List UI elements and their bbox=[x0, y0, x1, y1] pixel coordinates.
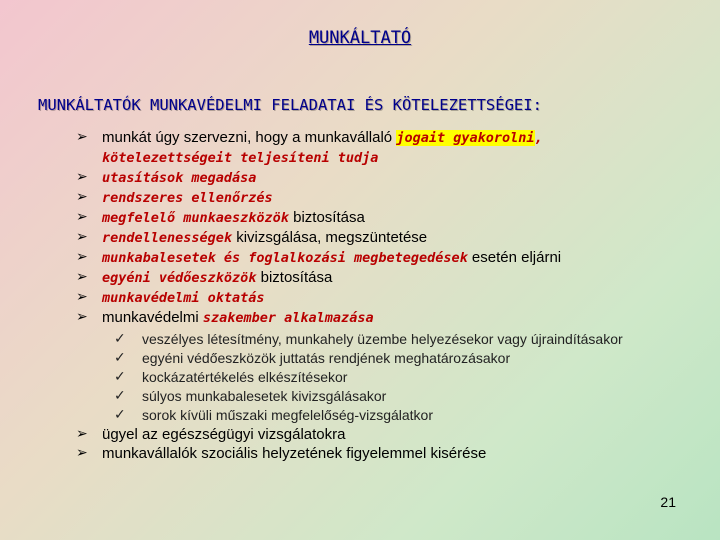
emphasis-text: rendszeres ellenőrzés bbox=[102, 190, 273, 206]
emphasis-text: kötelezettségeit teljesíteni tudja bbox=[102, 150, 379, 166]
checkmark-icon: ✓ bbox=[114, 407, 126, 423]
duties-list bbox=[76, 128, 686, 463]
list-item: ➢ megfelelő munkaeszközök biztosítása bbox=[76, 209, 365, 226]
arrow-bullet-icon: ➢ bbox=[76, 209, 88, 225]
list-item: ➢ munkát úgy szervezni, hogy a munkavállaló jogait gyakorolni, kötelezettségeit teljesíteni tudja bbox=[76, 129, 543, 166]
slide-subtitle: MUNKÁLTATÓK MUNKAVÉDELMI FELADATAI ÉS KÖTELEZETTSÉGEI: bbox=[38, 96, 542, 114]
list-item: ➢ egyéni védőeszközök biztosítása bbox=[76, 269, 333, 286]
checkmark-icon: ✓ bbox=[114, 350, 126, 366]
arrow-bullet-icon: ➢ bbox=[76, 189, 88, 205]
arrow-bullet-icon: ➢ bbox=[76, 445, 88, 461]
emphasis-text: egyéni védőeszközök bbox=[102, 270, 257, 286]
checkmark-icon: ✓ bbox=[114, 331, 126, 347]
list-item bbox=[76, 188, 686, 208]
arrow-bullet-icon: ➢ bbox=[76, 249, 88, 265]
list-item: ➢ munkavédelmi szakember alkalmazása ✓ veszélyes létesítmény, munkahely üzembe helyezésekor vagy újraindításakor ✓ egyéni védőeszközök juttatás rendjének meghatározásakor ✓ kockázatértékelés elkészítésekor ✓ súlyos munkabalesetek kivizsgálásakor ✓ sorok kívüli műszaki megfelelőség-vizsgálatkor bbox=[76, 308, 686, 425]
emphasis-text: jogait gyakorolni bbox=[396, 130, 535, 146]
emphasis-text: szakember alkalmazása bbox=[202, 310, 374, 326]
checkmark-icon: ✓ bbox=[114, 388, 126, 404]
sub-list-item: ✓ sorok kívüli műszaki megfelelőség-vizsgálatkor bbox=[114, 407, 433, 423]
specialist-cases-list bbox=[102, 330, 686, 425]
emphasis-text: rendellenességek bbox=[102, 230, 233, 246]
arrow-bullet-icon: ➢ bbox=[76, 269, 88, 285]
sub-list-item: ✓ egyéni védőeszközök juttatás rendjének meghatározásakor bbox=[114, 350, 511, 366]
sub-list-item: ✓ kockázatértékelés elkészítésekor bbox=[114, 369, 348, 385]
arrow-bullet-icon: ➢ bbox=[76, 169, 88, 185]
arrow-bullet-icon: ➢ bbox=[76, 129, 88, 145]
emphasis-text: utasítások megadása bbox=[102, 170, 257, 186]
list-item: ➢ rendellenességek kivizsgálása, megszüntetése bbox=[76, 229, 428, 246]
emphasis-text: munkabalesetek és foglalkozási megbetegedések bbox=[102, 250, 468, 266]
checkmark-icon: ✓ bbox=[114, 369, 126, 385]
list-item bbox=[76, 288, 686, 308]
arrow-bullet-icon: ➢ bbox=[76, 426, 88, 442]
slide-title: MUNKÁLTATÓ bbox=[308, 28, 412, 48]
arrow-bullet-icon: ➢ bbox=[76, 289, 88, 305]
arrow-bullet-icon: ➢ bbox=[76, 309, 88, 325]
list-item: ➢ munkabalesetek és foglalkozási megbetegedések esetén eljárni bbox=[76, 249, 562, 266]
list-item bbox=[76, 168, 686, 188]
arrow-bullet-icon: ➢ bbox=[76, 229, 88, 245]
list-item: ➢ ügyel az egészségügyi vizsgálatokra bbox=[76, 426, 346, 443]
emphasis-text: munkavédelmi oktatás bbox=[102, 290, 265, 306]
list-item: ➢ munkavállalók szociális helyzetének figyelemmel kisérése bbox=[76, 445, 487, 462]
sub-list-item: ✓ súlyos munkabalesetek kivizsgálásakor bbox=[114, 388, 387, 404]
sub-list-item: ✓ veszélyes létesítmény, munkahely üzembe helyezésekor vagy újraindításakor bbox=[114, 331, 623, 347]
page-number: 21 bbox=[660, 494, 676, 510]
emphasis-text: megfelelő munkaeszközök bbox=[102, 210, 289, 226]
